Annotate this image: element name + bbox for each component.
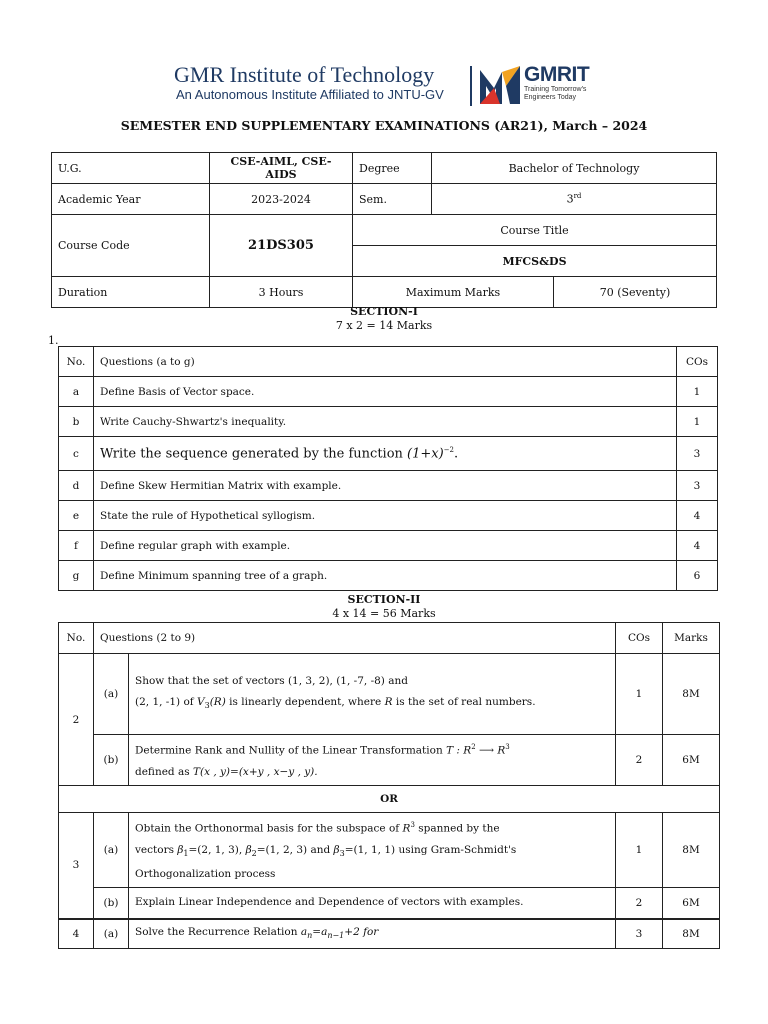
q2b-co: 2 <box>616 735 663 786</box>
q2a-marks: 8M <box>663 654 720 735</box>
s2-header-no: No. <box>59 623 94 654</box>
q4-number: 4 <box>59 919 94 949</box>
q3a-co: 1 <box>616 813 663 888</box>
row-co: 1 <box>677 407 718 437</box>
table-row <box>59 407 718 437</box>
max-marks-value: 70 (Seventy) <box>554 277 717 308</box>
q2-number: 2 <box>59 654 94 786</box>
table-row <box>59 531 718 561</box>
institute-header <box>174 62 614 108</box>
academic-year-label: Academic Year <box>52 184 210 215</box>
course-title-value: MFCS&DS <box>353 246 717 277</box>
section2-heading <box>0 593 768 621</box>
row-question: Define Basis of Vector space. <box>94 377 677 407</box>
max-marks-label: Maximum Marks <box>353 277 554 308</box>
institute-subtitle: An Autonomous Institute Affiliated to JNTU-GV <box>176 87 444 102</box>
s1-header-no: No. <box>59 347 94 377</box>
branches: CSE-AIML, CSE-AIDS <box>210 153 353 184</box>
sem-value: 3rd <box>432 184 717 215</box>
q3b-text: Explain Linear Independence and Dependence of vectors with examples. <box>129 887 616 919</box>
degree-label: Degree <box>353 153 432 184</box>
ug-label: U.G. <box>52 153 210 184</box>
duration-label: Duration <box>52 277 210 308</box>
q2b-text: Determine Rank and Nullity of the Linear Transformation T : $R^2$ ⟶ $R^3$ defined as T(x , y)=(x+y , x−y , y). <box>129 735 616 786</box>
q3a-text: Obtain the Orthonormal basis for the subspace of $R^3$ spanned by the vectors $\beta_1=(2$, 1, 3), $\beta_2=(1$, 2, 3) and $\beta_3=(1$, 1, 1) using Gram-Schmidt's Orthogonalization process <box>129 813 616 888</box>
table-row <box>59 654 720 735</box>
s1-header-cos: COs <box>677 347 718 377</box>
q3a-label: (a) <box>94 813 129 888</box>
s2-header-marks: Marks <box>663 623 720 654</box>
q2b-label: (b) <box>94 735 129 786</box>
table-row <box>59 919 720 949</box>
q3-number: 3 <box>59 813 94 919</box>
q2a-text: Show that the set of vectors (1, 3, 2), (1, -7, -8) and (2, 1, -1) of $V_3(R)$ is linearly dependent, where R is the set of real numbers. <box>129 654 616 735</box>
section2-marks: 4 x 14 = 56 Marks <box>332 607 436 620</box>
row-no: c <box>59 437 94 471</box>
logo-wordmark: GMRIT <box>524 63 590 86</box>
q2b-marks: 6M <box>663 735 720 786</box>
section1-table <box>58 346 718 591</box>
row-co: 3 <box>677 437 718 471</box>
header-divider <box>470 66 472 106</box>
section1-marks: 7 x 2 = 14 Marks <box>335 319 433 332</box>
course-info-table <box>51 152 717 308</box>
row-question: State the rule of Hypothetical syllogism. <box>94 501 677 531</box>
s2-header-questions: Questions (2 to 9) <box>94 623 616 654</box>
table-row <box>59 377 718 407</box>
gmrit-logo-icon <box>480 66 520 104</box>
question1-number: 1. <box>48 334 59 347</box>
row-co: 1 <box>677 377 718 407</box>
section1-heading <box>0 305 768 333</box>
institute-name: GMR Institute of Technology <box>174 62 435 87</box>
s1-header-questions: Questions (a to g) <box>94 347 677 377</box>
row-no: e <box>59 501 94 531</box>
row-question: Define Minimum spanning tree of a graph. <box>94 561 677 591</box>
course-code-label: Course Code <box>52 215 210 277</box>
row-question: Write Cauchy-Shwartz's inequality. <box>94 407 677 437</box>
table-row <box>59 501 718 531</box>
course-code-value: 21DS305 <box>210 215 353 277</box>
sem-label: Sem. <box>353 184 432 215</box>
row-no: a <box>59 377 94 407</box>
table-row <box>59 471 718 501</box>
table-row <box>59 887 720 919</box>
q4a-label: (a) <box>94 919 129 949</box>
degree-value: Bachelor of Technology <box>432 153 717 184</box>
row-question: Define Skew Hermitian Matrix with example. <box>94 471 677 501</box>
course-title-label: Course Title <box>353 215 717 246</box>
row-question: Define regular graph with example. <box>94 531 677 561</box>
q3b-co: 2 <box>616 887 663 919</box>
academic-year-value: 2023-2024 <box>210 184 353 215</box>
q4a-marks: 8M <box>663 919 720 949</box>
section1-title: SECTION-I <box>350 305 418 318</box>
q3b-label: (b) <box>94 887 129 919</box>
row-co: 4 <box>677 501 718 531</box>
row-co: 6 <box>677 561 718 591</box>
q3a-marks: 8M <box>663 813 720 888</box>
q4a-co: 3 <box>616 919 663 949</box>
section2-table <box>58 622 720 949</box>
q2a-co: 1 <box>616 654 663 735</box>
table-row <box>59 813 720 888</box>
row-no: d <box>59 471 94 501</box>
table-row <box>59 561 718 591</box>
q4a-text: Solve the Recurrence Relation $a_n=a_{n-1}+2$ for <box>129 919 616 949</box>
row-no: f <box>59 531 94 561</box>
row-no: b <box>59 407 94 437</box>
q3b-marks: 6M <box>663 887 720 919</box>
table-row <box>59 437 718 471</box>
row-no: g <box>59 561 94 591</box>
exam-title: SEMESTER END SUPPLEMENTARY EXAMINATIONS (AR21), March – 2024 <box>120 118 648 133</box>
row-co: 4 <box>677 531 718 561</box>
or-divider: OR <box>59 786 720 813</box>
row-question: Write the sequence generated by the function $(1+x)^{-2}$. <box>94 437 677 471</box>
table-row <box>59 735 720 786</box>
duration-value: 3 Hours <box>210 277 353 308</box>
logo-tagline: Training Tomorrow's Engineers Today <box>524 86 587 101</box>
q2a-label: (a) <box>94 654 129 735</box>
section2-title: SECTION-II <box>347 593 421 606</box>
row-co: 3 <box>677 471 718 501</box>
s2-header-cos: COs <box>616 623 663 654</box>
